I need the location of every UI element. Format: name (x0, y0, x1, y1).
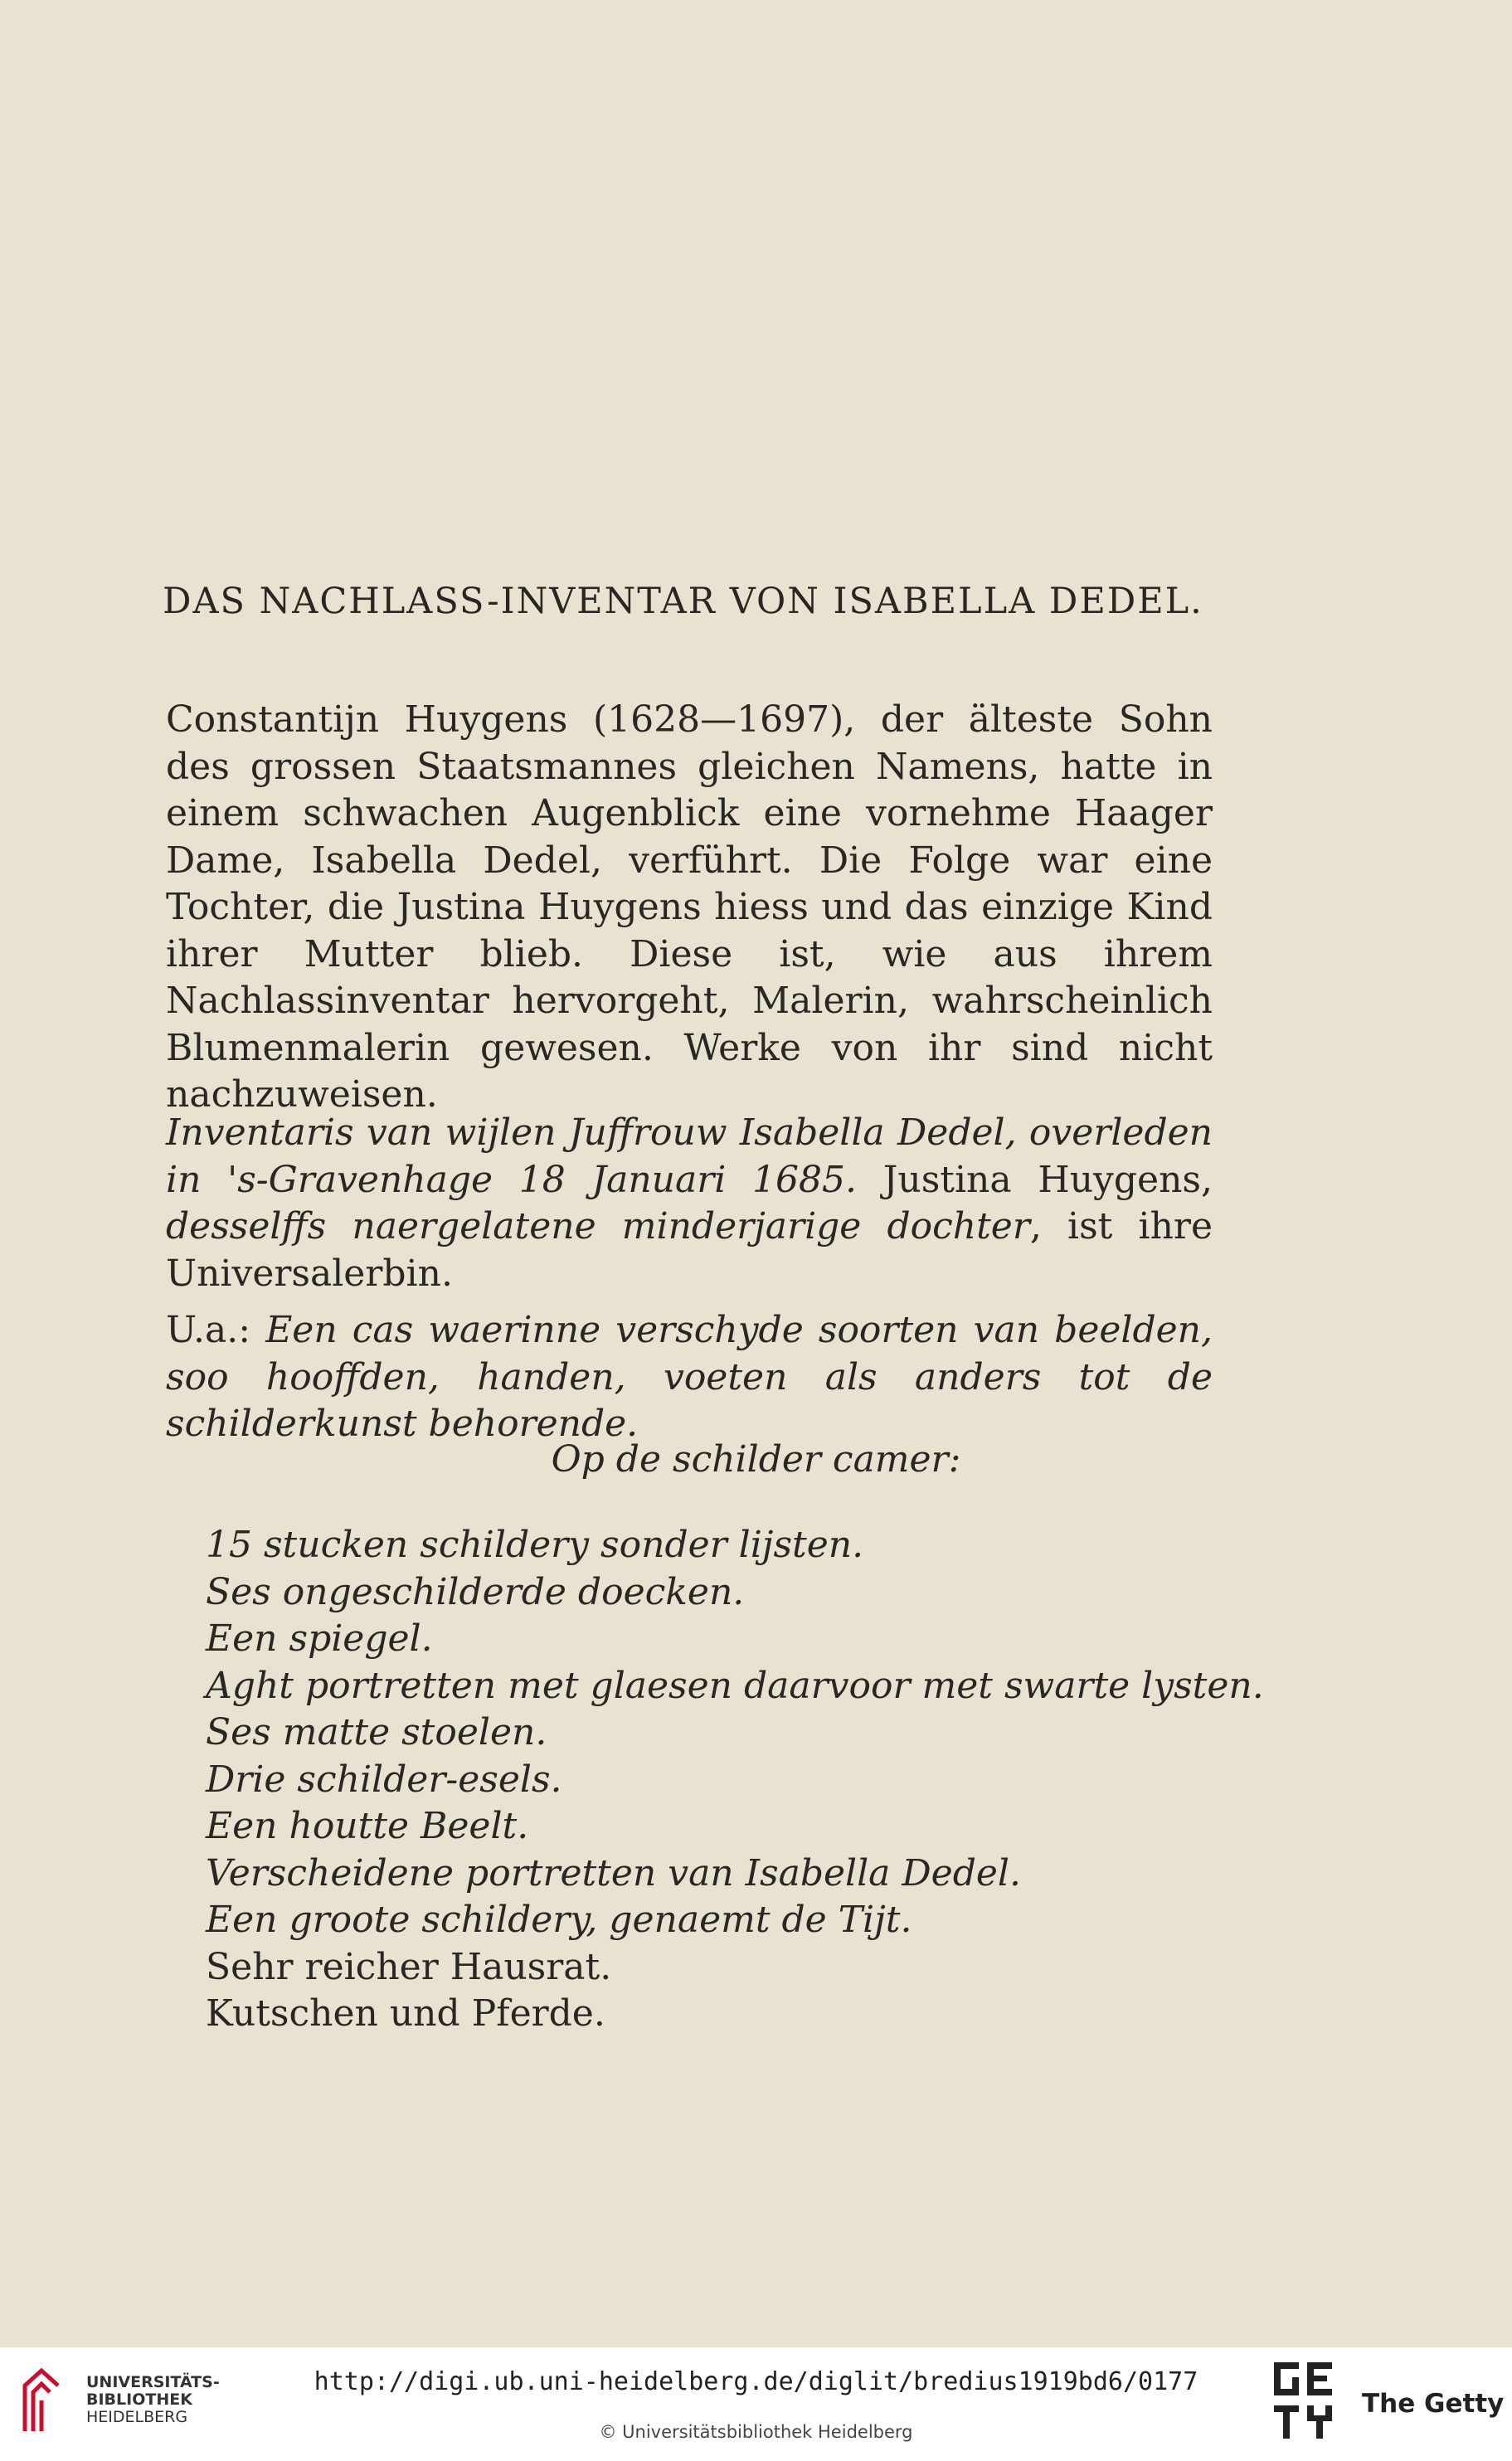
inventory-item: Verscheidene portretten van Isabella Dedel. (206, 1851, 1021, 1894)
inventory-item: Aght portretten met glaesen daarvoor met swarte lysten. (206, 1664, 1264, 1707)
getty-logo-icon (1271, 2359, 1335, 2445)
inventory-item: Een spiegel. (206, 1617, 433, 1660)
page-title: DAS NACHLASS-INVENTAR VON ISABELLA DEDEL. (163, 581, 1203, 622)
heir-role-text: , ist ihre Universalerbin. (166, 1205, 1213, 1295)
contents-prefix: U.a.: (166, 1309, 266, 1351)
inventory-item: Ses ongeschilderde doecken. (206, 1570, 745, 1613)
inventory-item: Kutschen und Pferde. (206, 1992, 605, 2035)
library-name-line: UNIVERSITÄTS- (86, 2373, 220, 2391)
library-name-line: BIBLIOTHEK (86, 2390, 192, 2409)
viewer-footer (0, 2347, 1512, 2461)
heir-name-text: Justina Huygens, (857, 1158, 1213, 1201)
inventory-item: Sehr reicher Hausrat. (206, 1945, 612, 1988)
copyright-notice: © Universitätsbibliothek Heidelberg (599, 2422, 913, 2442)
inventory-item: Drie schilder-esels. (206, 1758, 562, 1801)
getty-label: The Getty (1362, 2389, 1505, 2419)
room-subheading: Op de schilder camer: (551, 1438, 961, 1481)
contents-quote: Een cas waerinne verschyde soorten van beelden, soo hooffden, handen, voeten als anders tot de schilderkunst behorende. (166, 1309, 1213, 1445)
permalink-url[interactable]: http://digi.ub.uni-heidelberg.de/diglit/bredius1919bd6/0177 (314, 2367, 1198, 2396)
library-name-line: HEIDELBERG (86, 2408, 188, 2426)
contents-paragraph (166, 1307, 1213, 1448)
inventory-item: 15 stucken schildery sonder lijsten. (206, 1524, 864, 1566)
inventory-list (206, 1522, 1264, 2038)
inventory-item: Een houtte Beelt. (206, 1805, 529, 1847)
heir-description-text: desselffs naergelatene minderjarige dochter (166, 1205, 1030, 1248)
intro-paragraph: Constantijn Huygens (1628—1697), der älteste Sohn des grossen Staatsmannes gleichen Namens, hatte in einem schwachen Augenblick eine vornehme Haager Dame, Isabella Dedel, verführt. Die Folge war eine Tochter, die Justina Huygens hiess und das einzige Kind ihrer Mutter blieb. Diese ist, wie aus ihrem Nachlassinventar hervorgeht, Malerin, wahrscheinlich Blumenmalerin gewesen. Werke von ihr sind nicht nachzuweisen. (166, 698, 1213, 1116)
inventory-item: Ses matte stoelen. (206, 1711, 547, 1753)
inventory-title-text: Inventaris van wijlen Juffrouw Isabella Dedel, overleden in 's-Gravenhage 18 Januari 1685. (166, 1111, 1213, 1201)
inventory-item: Een groote schildery, genaemt de Tijt. (206, 1899, 912, 1941)
inventory-paragraph (166, 1110, 1213, 1297)
